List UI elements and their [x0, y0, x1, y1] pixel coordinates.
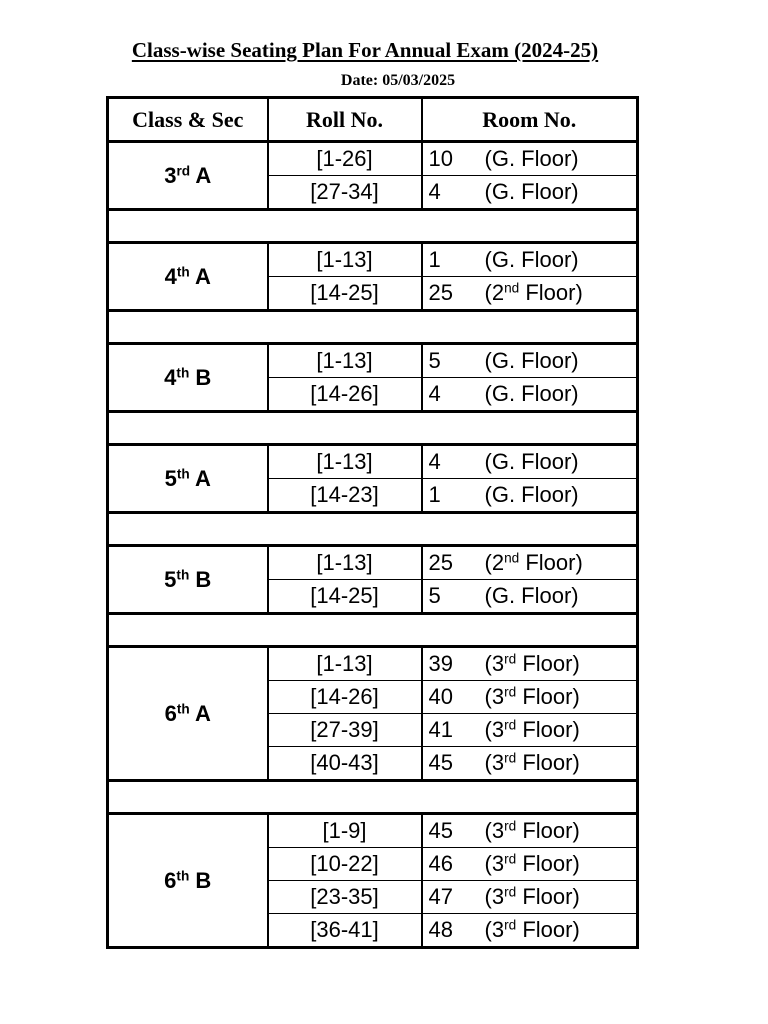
table-row — [108, 142, 638, 176]
class-section-cell — [108, 814, 268, 948]
room-cell — [422, 176, 638, 210]
room-number: 4 — [428, 179, 441, 204]
floor-word: Floor — [522, 651, 573, 676]
floor-number: 3 — [491, 651, 505, 676]
floor-ordinal-suffix: rd — [504, 750, 517, 766]
section-letter: B — [195, 566, 212, 592]
room-cell — [422, 714, 638, 747]
roll-range-cell: [36-41] — [268, 914, 422, 948]
table-body — [108, 142, 638, 948]
floor-label: (3rd Floor) — [484, 917, 580, 942]
roll-range-cell: [14-23] — [268, 479, 422, 513]
page-title: Class-wise Seating Plan For Annual Exam (2024-25) — [131, 38, 599, 62]
roll-range-cell: [14-26] — [268, 681, 422, 714]
floor-number: 3 — [491, 884, 505, 909]
room-cell — [422, 344, 638, 378]
room-cell — [422, 914, 638, 948]
floor-name: G. Floor — [491, 247, 572, 272]
floor-word: Floor — [522, 717, 573, 742]
room-cell — [422, 747, 638, 781]
floor-word: Floor — [522, 917, 573, 942]
room-number: 39 — [428, 651, 453, 676]
room-number: 4 — [428, 449, 441, 474]
class-number: 4 — [164, 263, 177, 289]
floor-label: (3rd Floor) — [484, 651, 580, 676]
seating-plan-table — [106, 96, 639, 949]
floor-name: G. Floor — [491, 482, 572, 507]
roll-range-cell: [1-13] — [268, 546, 422, 580]
header-class-sec: Class & Sec — [108, 98, 268, 142]
room-number: 41 — [428, 717, 453, 742]
class-number: 5 — [164, 566, 177, 592]
class-number: 4 — [164, 364, 177, 390]
room-cell — [422, 479, 638, 513]
class-ordinal-suffix: th — [176, 567, 190, 582]
room-cell — [422, 445, 638, 479]
floor-word: Floor — [525, 280, 576, 305]
section-letter: A — [195, 263, 211, 289]
table-row — [108, 647, 638, 681]
floor-ordinal-suffix: nd — [504, 280, 520, 296]
floor-label: (3rd Floor) — [484, 851, 580, 876]
room-number: 48 — [428, 917, 453, 942]
room-cell — [422, 848, 638, 881]
floor-number: 3 — [491, 818, 505, 843]
room-cell — [422, 647, 638, 681]
table-header-row — [108, 98, 638, 142]
table-row — [108, 445, 638, 479]
header-room-no: Room No. — [422, 98, 638, 142]
floor-ordinal-suffix: nd — [504, 550, 520, 566]
table-row — [108, 243, 638, 277]
floor-number: 2 — [491, 280, 505, 305]
floor-label: (3rd Floor) — [484, 818, 580, 843]
floor-label: (G. Floor) — [484, 583, 579, 608]
spacer-cell — [108, 210, 638, 243]
floor-number: 3 — [491, 917, 505, 942]
floor-word: Floor — [525, 550, 576, 575]
section-letter: B — [195, 867, 212, 893]
spacer-row — [108, 614, 638, 647]
class-ordinal-suffix: th — [176, 264, 190, 279]
floor-number: 3 — [491, 851, 505, 876]
table-row — [108, 814, 638, 848]
section-letter: A — [195, 465, 211, 491]
floor-ordinal-suffix: rd — [504, 851, 517, 867]
roll-range-cell: [10-22] — [268, 848, 422, 881]
roll-range-cell: [14-25] — [268, 277, 422, 311]
room-cell — [422, 580, 638, 614]
floor-number: 3 — [491, 717, 505, 742]
roll-range-cell: [1-13] — [268, 344, 422, 378]
class-number: 6 — [164, 867, 177, 893]
class-number: 5 — [164, 465, 177, 491]
room-cell — [422, 681, 638, 714]
class-ordinal-suffix: th — [176, 701, 190, 716]
roll-range-cell: [23-35] — [268, 881, 422, 914]
floor-label: (3rd Floor) — [484, 884, 580, 909]
room-cell — [422, 243, 638, 277]
floor-name: G. Floor — [491, 381, 572, 406]
table-row — [108, 546, 638, 580]
floor-number: 3 — [491, 750, 505, 775]
room-cell — [422, 277, 638, 311]
floor-name: G. Floor — [491, 146, 572, 171]
class-ordinal-suffix: rd — [176, 163, 191, 178]
class-section-cell — [108, 546, 268, 614]
floor-ordinal-suffix: rd — [504, 884, 517, 900]
class-section-cell — [108, 243, 268, 311]
floor-word: Floor — [522, 750, 573, 775]
floor-word: Floor — [522, 851, 573, 876]
room-cell — [422, 546, 638, 580]
room-number: 10 — [428, 146, 453, 171]
floor-label: (2nd Floor) — [484, 280, 583, 305]
spacer-row — [108, 781, 638, 814]
floor-word: Floor — [522, 684, 573, 709]
floor-ordinal-suffix: rd — [504, 717, 517, 733]
floor-ordinal-suffix: rd — [504, 651, 517, 667]
room-number: 25 — [428, 550, 453, 575]
floor-name: G. Floor — [491, 583, 572, 608]
room-number: 45 — [428, 818, 453, 843]
class-ordinal-suffix: th — [176, 868, 190, 883]
floor-label: (3rd Floor) — [484, 717, 580, 742]
floor-ordinal-suffix: rd — [504, 684, 517, 700]
roll-range-cell: [40-43] — [268, 747, 422, 781]
floor-label: (G. Floor) — [484, 449, 579, 474]
class-ordinal-suffix: th — [176, 466, 190, 481]
roll-range-cell: [1-13] — [268, 647, 422, 681]
room-cell — [422, 378, 638, 412]
floor-ordinal-suffix: rd — [504, 818, 517, 834]
class-ordinal-suffix: th — [176, 365, 190, 380]
room-number: 5 — [428, 348, 441, 373]
class-section-cell — [108, 647, 268, 781]
roll-range-cell: [14-26] — [268, 378, 422, 412]
class-number: 3 — [164, 162, 177, 188]
room-number: 46 — [428, 851, 453, 876]
roll-range-cell: [27-34] — [268, 176, 422, 210]
spacer-cell — [108, 614, 638, 647]
floor-label: (G. Floor) — [484, 381, 579, 406]
spacer-cell — [108, 311, 638, 344]
room-number: 1 — [428, 247, 441, 272]
room-cell — [422, 814, 638, 848]
spacer-cell — [108, 513, 638, 546]
spacer-row — [108, 513, 638, 546]
section-letter: B — [195, 364, 212, 390]
floor-name: G. Floor — [491, 179, 572, 204]
room-number: 40 — [428, 684, 453, 709]
floor-label: (G. Floor) — [484, 179, 579, 204]
floor-label: (G. Floor) — [484, 247, 579, 272]
floor-number: 2 — [491, 550, 505, 575]
floor-label: (2nd Floor) — [484, 550, 583, 575]
class-section-cell — [108, 142, 268, 210]
section-letter: A — [195, 162, 212, 188]
floor-name: G. Floor — [491, 348, 572, 373]
roll-range-cell: [1-9] — [268, 814, 422, 848]
class-section-cell — [108, 445, 268, 513]
room-number: 5 — [428, 583, 441, 608]
class-section-cell — [108, 344, 268, 412]
floor-label: (3rd Floor) — [484, 750, 580, 775]
class-number: 6 — [164, 700, 177, 726]
header-roll-no: Roll No. — [268, 98, 422, 142]
floor-label: (G. Floor) — [484, 146, 579, 171]
floor-word: Floor — [522, 884, 573, 909]
room-number: 25 — [428, 280, 453, 305]
floor-label: (G. Floor) — [484, 482, 579, 507]
room-number: 47 — [428, 884, 453, 909]
room-number: 4 — [428, 381, 441, 406]
roll-range-cell: [14-25] — [268, 580, 422, 614]
section-letter: A — [195, 700, 211, 726]
spacer-row — [108, 210, 638, 243]
roll-range-cell: [1-13] — [268, 445, 422, 479]
spacer-cell — [108, 412, 638, 445]
room-number: 1 — [428, 482, 441, 507]
exam-date: Date: 05/03/2025 — [340, 72, 456, 89]
floor-name: G. Floor — [491, 449, 572, 474]
floor-label: (3rd Floor) — [484, 684, 580, 709]
floor-label: (G. Floor) — [484, 348, 579, 373]
spacer-row — [108, 412, 638, 445]
room-cell — [422, 142, 638, 176]
floor-word: Floor — [522, 818, 573, 843]
spacer-cell — [108, 781, 638, 814]
floor-ordinal-suffix: rd — [504, 917, 517, 933]
table-row — [108, 344, 638, 378]
roll-range-cell: [1-13] — [268, 243, 422, 277]
roll-range-cell: [1-26] — [268, 142, 422, 176]
floor-number: 3 — [491, 684, 505, 709]
room-number: 45 — [428, 750, 453, 775]
roll-range-cell: [27-39] — [268, 714, 422, 747]
room-cell — [422, 881, 638, 914]
spacer-row — [108, 311, 638, 344]
